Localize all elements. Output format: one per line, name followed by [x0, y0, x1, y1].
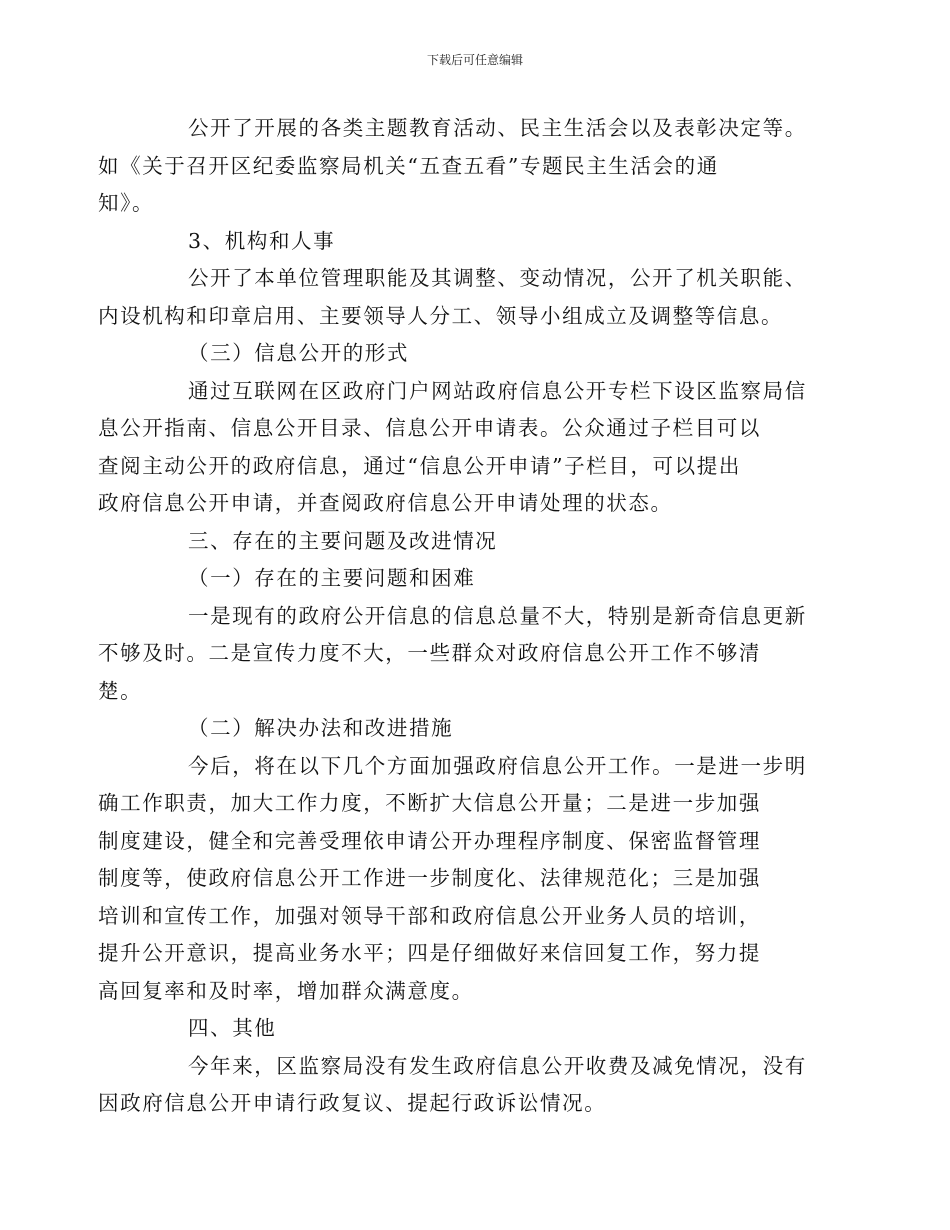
text-line: 3、机构和人事: [188, 228, 336, 253]
text-line: 确工作职责，加大工作力度，不断扩大信息公开量；二是进一步加强: [98, 791, 761, 815]
text-line: 楚。: [98, 678, 143, 703]
document-body: [98, 110, 807, 1123]
text-line: 不够及时。二是宣传力度不大，一些群众对政府信息公开工作不够清: [98, 641, 761, 665]
page-header-note: 下载后可任意编辑: [426, 53, 523, 67]
text-line: （二）解决办法和改进措施: [188, 716, 454, 740]
paragraph-institution-personnel: [98, 260, 807, 335]
text-line: （三）信息公开的形式: [188, 341, 409, 365]
paragraph-problems-difficulties: [98, 598, 807, 711]
paragraph-publication-content: [98, 110, 807, 223]
paragraph-solutions: [98, 748, 807, 1011]
text-line: 查阅主动公开的政府信息，通过“信息公开申请”子栏目，可以提出: [98, 453, 741, 478]
text-line: 高回复率和及时率，增加群众满意度。: [98, 978, 474, 1003]
text-line: 四、其他: [188, 1016, 277, 1040]
text-line: 知》。: [98, 191, 155, 215]
text-line: 内设机构和印章启用、主要领导人分工、领导小组成立及调整等信息。: [98, 303, 784, 328]
subheading-institution-personnel: [143, 223, 803, 261]
text-line: 如《关于召开区纪委监察局机关“五查五看”专题民主生活会的通: [98, 153, 719, 178]
text-line: 息公开指南、信息公开目录、信息公开申请表。公众通过子栏目可以: [98, 416, 761, 440]
text-line: 公开了本单位管理职能及其调整、变动情况，公开了机关职能、: [188, 266, 807, 290]
text-line: （一）存在的主要问题和困难: [188, 566, 476, 590]
text-line: 通过互联网在区政府门户网站政府信息公开专栏下设区监察局信: [188, 378, 807, 403]
subheading-solutions: [143, 710, 803, 748]
text-line: 公开了开展的各类主题教育活动、民主生活会以及表彰决定等。: [188, 116, 807, 140]
heading-others: [143, 1010, 803, 1048]
text-line: 提升公开意识，提高业务水平；四是仔细做好来信回复工作，努力提: [98, 941, 761, 965]
paragraph-disclosure-form: [98, 373, 807, 523]
subheading-problems-difficulties: [143, 560, 803, 598]
heading-main-problems: [143, 523, 803, 561]
text-line: 因政府信息公开申请行政复议、提起行政诉讼情况。: [98, 1091, 607, 1115]
paragraph-others: [98, 1048, 807, 1123]
text-line: 培训和宣传工作，加强对领导干部和政府信息公开业务人员的培训，: [98, 903, 761, 928]
text-line: 一是现有的政府公开信息的信息总量不大，特别是新奇信息更新: [188, 603, 807, 628]
subheading-disclosure-form: [143, 335, 803, 373]
text-line: 政府信息公开申请，并查阅政府信息公开申请处理的状态。: [98, 491, 673, 515]
text-line: 制度等，使政府信息公开工作进一步制度化、法律规范化；三是加强: [98, 866, 761, 890]
text-line: 制度建设，健全和完善受理依申请公开办理程序制度、保密监督管理: [98, 828, 761, 853]
text-line: 今后，将在以下几个方面加强政府信息公开工作。一是进一步明: [188, 753, 807, 778]
text-line: 三、存在的主要问题及改进情况: [188, 528, 498, 553]
text-line: 今年来，区监察局没有发生政府信息公开收费及减免情况，没有: [188, 1053, 807, 1078]
